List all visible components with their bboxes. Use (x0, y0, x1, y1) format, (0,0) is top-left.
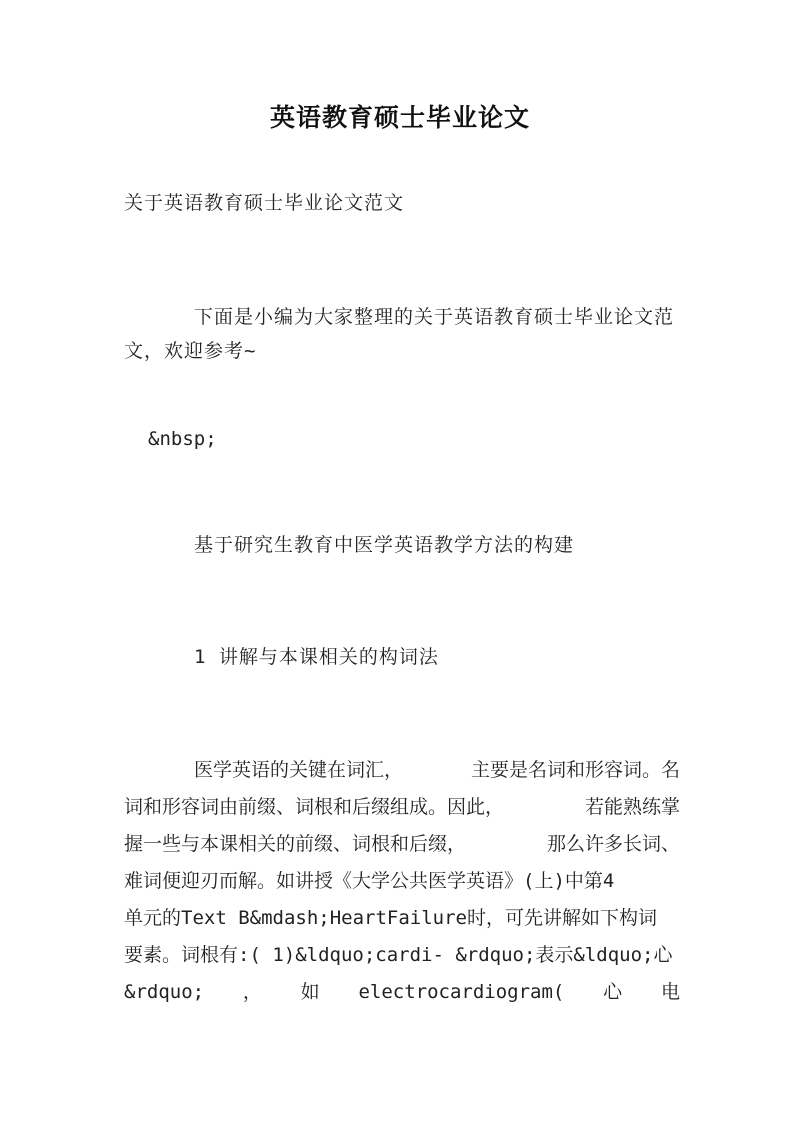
document-subtitle: 关于英语教育硕士毕业论文范文 (124, 192, 405, 214)
body-line-segment: 单元的Text B&mdash;HeartFailure时，可先讲解如下构词 (124, 907, 657, 929)
body-line-segment: 握一些与本课相关的前缀、词根和后缀， (124, 833, 467, 855)
nbsp-text: &nbsp; (148, 428, 217, 450)
intro-paragraph: 下面是小编为大家整理的关于英语教育硕士毕业论文范文，欢迎参考~ (124, 306, 675, 362)
body-line (124, 789, 680, 826)
body-line-segment: 心 (603, 981, 623, 1003)
body-line-segment: &rdquo; (124, 981, 205, 1003)
body-paragraph (124, 752, 680, 1011)
document-title: 英语教育硕士毕业论文 (269, 103, 530, 132)
body-line (124, 974, 680, 1011)
body-line-segment: 要素。词根有:( 1)&ldquo;cardi- &rdquo;表示&ldquo;心 (124, 944, 673, 966)
body-line-segment: ， (242, 981, 262, 1003)
body-line-segment: 医学英语的关键在词汇， (194, 759, 404, 781)
body-line-segment: 主要是名词和形容词。名 (470, 759, 680, 781)
body-line (124, 863, 680, 900)
section-heading: 基于研究生教育中医学英语教学方法的构建 (194, 534, 575, 556)
body-line (124, 900, 680, 937)
body-line-segment: 电 (660, 981, 680, 1003)
body-line-segment: 若能熟练掌 (584, 796, 680, 818)
body-line-segment: 如 (300, 981, 320, 1003)
body-line-segment: electrocardiogram( (358, 981, 565, 1003)
body-line (124, 752, 680, 789)
body-line-segment: 词和形容词由前缀、词根和后缀组成。因此， (124, 796, 505, 818)
body-line (124, 937, 680, 974)
body-line-segment: 那么许多长词、 (546, 833, 680, 855)
body-line (124, 826, 680, 863)
body-line-segment: 难词便迎刃而解。如讲授《大学公共医学英语》(上)中第4 (124, 870, 615, 892)
subsection-heading: 1 讲解与本课相关的构词法 (194, 646, 439, 668)
